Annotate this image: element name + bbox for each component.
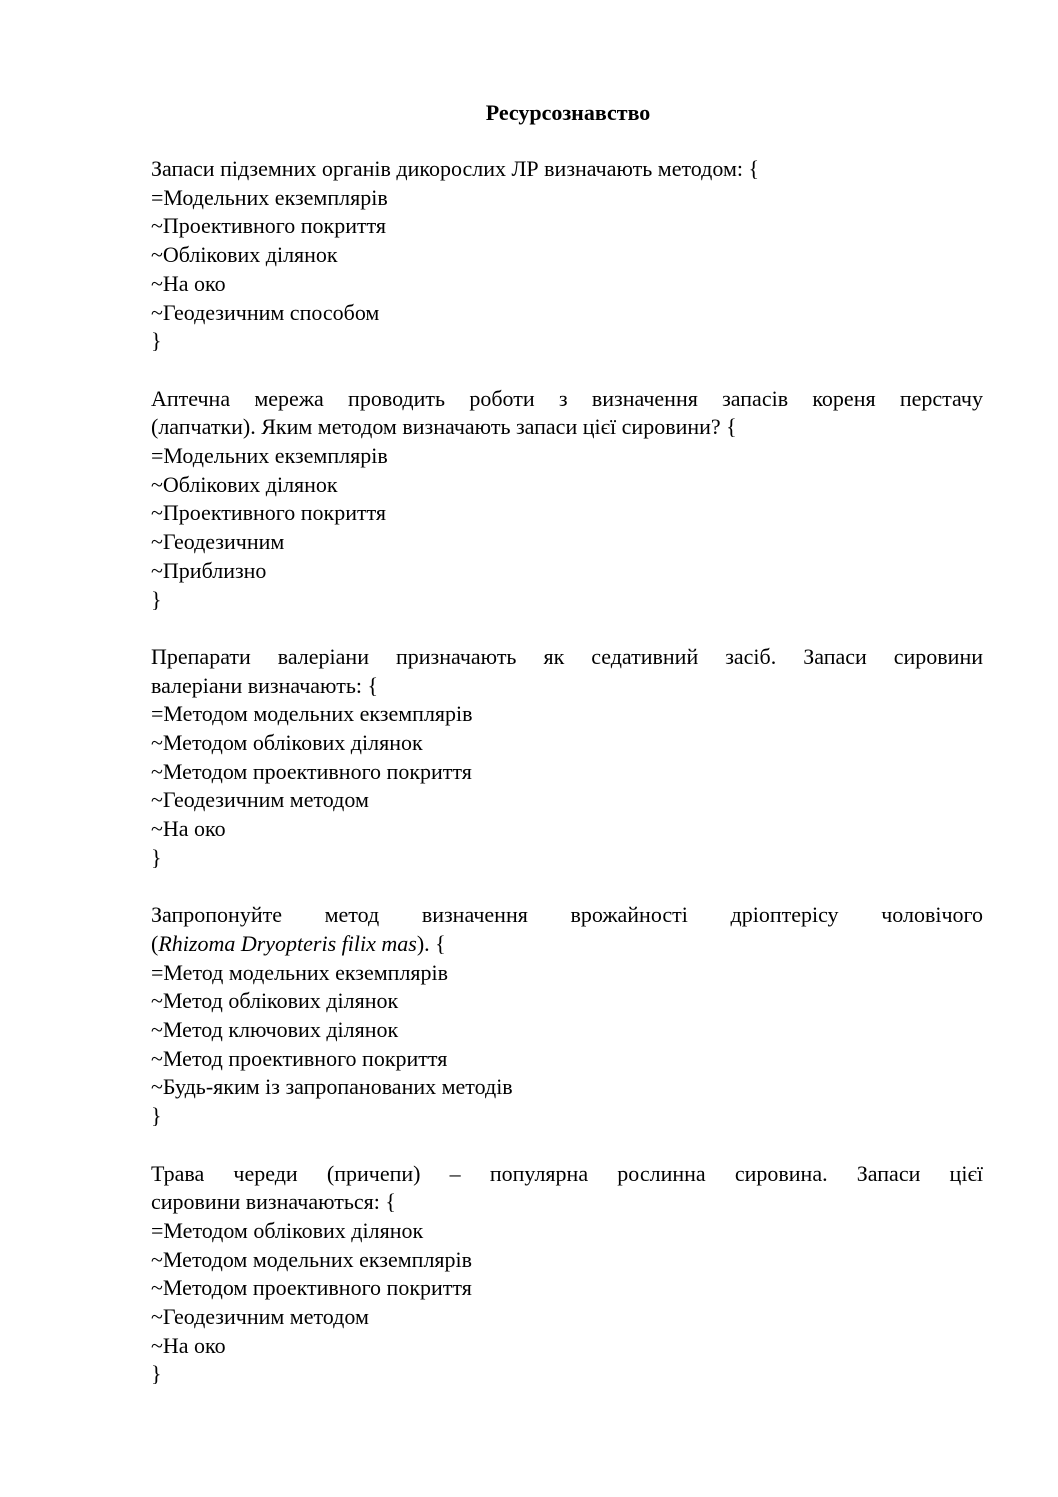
answer-option: ~Методом модельних екземплярів [151,1246,473,1272]
closing-brace: } [151,586,162,612]
answer-option: ~Приблизно [151,557,267,583]
answer-option: ~Методом облікових ділянок [151,730,423,756]
question-stem-line-1: Препарати валеріани призначають як седативний засіб. Запаси сировини [151,643,983,669]
question-1 [151,155,983,356]
answer-option: ~Методом проективного покриття [151,758,472,784]
question-stem-line-1: Запропонуйте метод визначення врожайності дріоптерісу чоловічого [151,902,983,928]
answer-option: ~Геодезичним способом [151,299,380,325]
answer-option: ~На око [151,1332,226,1358]
question-4 [151,901,983,1131]
closing-brace: } [151,328,162,354]
answer-option: ~Метод ключових ділянок [151,1017,399,1043]
answer-option: ~Метод облікових ділянок [151,988,399,1014]
answer-option: ~Геодезичним методом [151,1304,369,1330]
question-3 [151,643,983,873]
question-stem-line-2: сировини визначаються: { [151,1189,396,1215]
answer-option: ~Метод проективного покриття [151,1045,448,1071]
answer-option: ~Проективного покриття [151,500,387,526]
open-paren: ( [151,930,159,956]
answer-option: ~Геодезичним [151,529,285,555]
answer-option: ~Облікових ділянок [151,471,338,497]
answer-option: ~На око [151,270,226,296]
answer-option: ~На око [151,816,226,842]
answer-option: ~Методом проективного покриття [151,1275,472,1301]
answer-option-correct: =Методом модельних екземплярів [151,701,473,727]
answer-option: ~Геодезичним методом [151,787,369,813]
closing-brace: } [151,1361,162,1387]
question-2 [151,385,983,615]
closing-brace: } [151,1103,162,1129]
answer-option-correct: =Модельних екземплярів [151,443,388,469]
question-stem-line-2 [151,930,983,959]
answer-option: ~Облікових ділянок [151,242,338,268]
question-stem-line-1: Трава череди (причепи) – популярна рослинна сировина. Запаси цієї [151,1160,983,1186]
answer-option-correct: =Методом облікових ділянок [151,1217,424,1243]
question-stem-line-2: (лапчатки). Яким методом визначають запаси цієї сировини? { [151,414,737,440]
answer-option-correct: =Модельних екземплярів [151,184,388,210]
close-paren-brace: ). { [416,930,446,956]
latin-name: Rhizoma Dryopteris filix mas [158,930,417,956]
page-title: Ресурсознавство [485,100,651,125]
closing-brace: } [151,844,162,870]
question-stem-line-1: Аптечна мережа проводить роботи з визначення запасів кореня перстачу [151,385,983,411]
answer-option: ~Проективного покриття [151,213,387,239]
question-stem: Запаси підземних органів дикорослих ЛР визначають методом: { [151,156,760,181]
answer-option: ~Будь-яким із запропанованих методів [151,1074,513,1100]
question-stem-line-2: валеріани визначають: { [151,672,379,698]
question-list [151,155,983,1418]
question-5 [151,1160,983,1390]
answer-option-correct: =Метод модельних екземплярів [151,959,449,985]
